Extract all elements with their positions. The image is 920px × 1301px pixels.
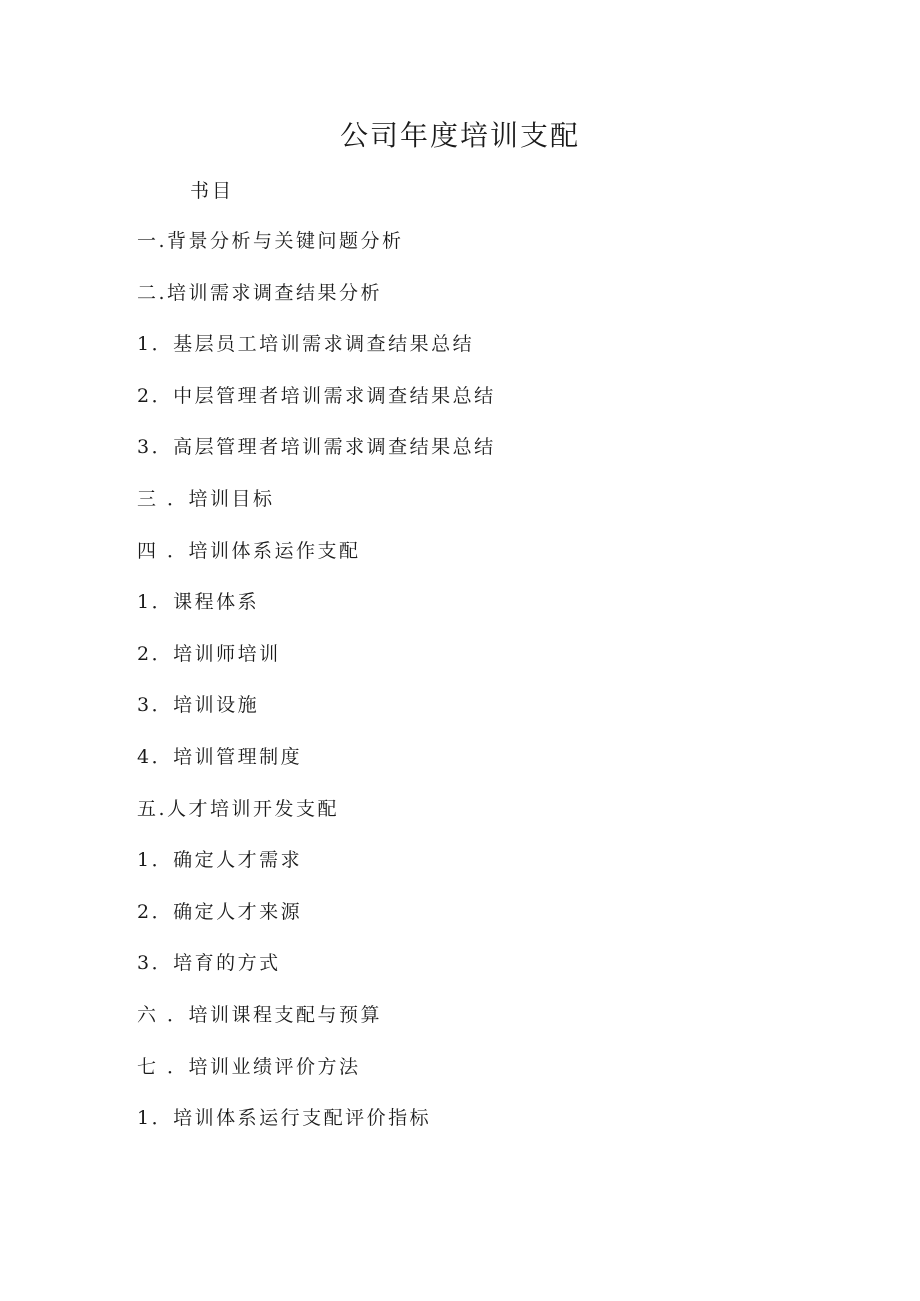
toc-item: 3．高层管理者培训需求调查结果总结 bbox=[137, 436, 496, 459]
document-title: 公司年度培训支配 bbox=[339, 119, 580, 152]
toc-item: 1．课程体系 bbox=[137, 591, 260, 614]
toc-item: 2．培训师培训 bbox=[137, 642, 281, 665]
toc-item: 3．培训设施 bbox=[137, 694, 260, 717]
toc-item: 一.背景分析与关键问题分析 bbox=[137, 230, 404, 252]
toc-item: 六 ．培训课程支配与预算 bbox=[137, 1003, 383, 1026]
toc-item: 1．培训体系运行支配评价指标 bbox=[137, 1107, 432, 1130]
toc-item: 三 ．培训目标 bbox=[137, 487, 275, 510]
toc-item: 1．确定人才需求 bbox=[137, 849, 303, 872]
toc-item: 2．中层管理者培训需求调查结果总结 bbox=[137, 384, 496, 407]
toc-item: 七 ．培训业绩评价方法 bbox=[137, 1055, 361, 1078]
toc-item: 3．培育的方式 bbox=[137, 952, 281, 975]
toc-item: 二.培训需求调查结果分析 bbox=[137, 281, 383, 304]
table-of-contents bbox=[137, 227, 496, 1156]
toc-item: 2．确定人才来源 bbox=[137, 900, 303, 923]
toc-item: 五.人才培训开发支配 bbox=[137, 797, 340, 820]
toc-heading: 书目 bbox=[190, 180, 235, 202]
toc-item: 4．培训管理制度 bbox=[137, 745, 303, 768]
toc-item: 1．基层员工培训需求调查结果总结 bbox=[137, 333, 475, 356]
toc-item: 四 ．培训体系运作支配 bbox=[137, 539, 361, 562]
